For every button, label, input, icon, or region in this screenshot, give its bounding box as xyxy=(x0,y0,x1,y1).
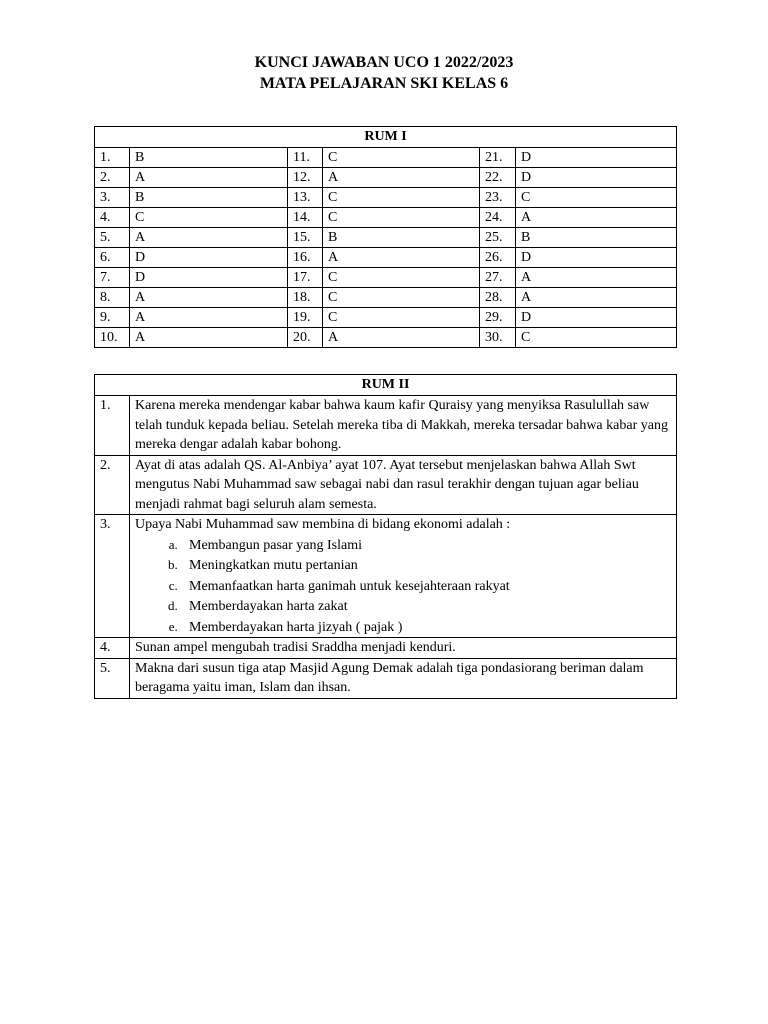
answer-text: Makna dari susun tiga atap Masjid Agung Demak adalah tiga pondasiorang beriman dalam beragama yaitu iman, Islam dan ihsan. xyxy=(135,660,644,695)
essay-answer xyxy=(130,455,677,515)
question-number: 12. xyxy=(288,168,323,188)
question-number: 24. xyxy=(480,208,516,228)
question-number: 2. xyxy=(95,168,130,188)
table-row xyxy=(95,228,677,248)
answer-sublist xyxy=(135,535,671,638)
answer-key: D xyxy=(516,148,677,168)
question-number: 4. xyxy=(95,208,130,228)
answer-key: C xyxy=(323,148,480,168)
table-row xyxy=(95,288,677,308)
question-number: 29. xyxy=(480,308,516,328)
question-number: 28. xyxy=(480,288,516,308)
question-number: 9. xyxy=(95,308,130,328)
answer-key: B xyxy=(323,228,480,248)
answer-key: D xyxy=(130,268,288,288)
document-subtitle: MATA PELAJARAN SKI KELAS 6 xyxy=(259,75,509,92)
answer-key: A xyxy=(130,288,288,308)
question-number: 22. xyxy=(480,168,516,188)
question-number: 14. xyxy=(288,208,323,228)
question-number: 15. xyxy=(288,228,323,248)
essay-answer xyxy=(130,638,677,659)
answer-key: A xyxy=(516,268,677,288)
question-number: 5. xyxy=(95,228,130,248)
answer-key: A xyxy=(516,208,677,228)
answer-key: C xyxy=(323,208,480,228)
answer-key: A xyxy=(130,168,288,188)
question-number: 8. xyxy=(95,288,130,308)
question-number: 19. xyxy=(288,308,323,328)
essay-answer xyxy=(130,658,677,698)
table-row xyxy=(95,148,677,168)
rum1-heading: RUM I xyxy=(95,127,677,148)
question-number: 30. xyxy=(480,328,516,348)
answer-text: Ayat di atas adalah QS. Al-Anbiya’ ayat 107. Ayat tersebut menjelaskan bahwa Allah Swt mengutus Nabi Muhammad saw sebagai nabi dan rasul terakhir dengan tujuan agar beliau menjadi rahmat bagi seluruh alam semesta. xyxy=(135,457,639,512)
essay-answer xyxy=(130,515,677,638)
essay-answer xyxy=(130,396,677,456)
question-number: 23. xyxy=(480,188,516,208)
question-number: 7. xyxy=(95,268,130,288)
list-item: c. Memanfaatkan harta ganimah untuk kesejahteraan rakyat xyxy=(181,576,671,597)
question-number: 4. xyxy=(95,638,130,659)
answer-key: C xyxy=(516,188,677,208)
table-row xyxy=(95,168,677,188)
answer-key: D xyxy=(516,248,677,268)
question-number: 17. xyxy=(288,268,323,288)
table-row xyxy=(95,455,677,515)
answer-key: C xyxy=(323,188,480,208)
answer-key: A xyxy=(130,308,288,328)
table-row xyxy=(95,658,677,698)
rum2-answer-table xyxy=(94,374,677,699)
question-number: 2. xyxy=(95,455,130,515)
question-number: 16. xyxy=(288,248,323,268)
table-row xyxy=(95,515,677,638)
question-number: 13. xyxy=(288,188,323,208)
answer-key: C xyxy=(323,268,480,288)
table-row xyxy=(95,328,677,348)
question-number: 3. xyxy=(95,515,130,638)
table-row xyxy=(95,208,677,228)
question-number: 18. xyxy=(288,288,323,308)
answer-key: A xyxy=(130,228,288,248)
question-number: 6. xyxy=(95,248,130,268)
list-item: b. Meningkatkan mutu pertanian xyxy=(181,555,671,576)
answer-key: C xyxy=(130,208,288,228)
answer-key: B xyxy=(130,188,288,208)
document-header xyxy=(0,52,768,94)
answer-key: A xyxy=(323,328,480,348)
table-row xyxy=(95,268,677,288)
answer-key: C xyxy=(516,328,677,348)
table-row xyxy=(95,638,677,659)
rum2-heading: RUM II xyxy=(95,375,677,396)
answer-key: A xyxy=(130,328,288,348)
answer-key: D xyxy=(130,248,288,268)
answer-key: B xyxy=(130,148,288,168)
answer-key: A xyxy=(323,248,480,268)
question-number: 27. xyxy=(480,268,516,288)
question-number: 20. xyxy=(288,328,323,348)
question-number: 5. xyxy=(95,658,130,698)
table-row xyxy=(95,396,677,456)
answer-text: Karena mereka mendengar kabar bahwa kaum kafir Quraisy yang menyiksa Rasulullah saw telah tunduk kepada beliau. Setelah mereka tiba di Makkah, mereka tersadar bahwa kabar yang mereka dengar adalah kabar bohong. xyxy=(135,398,668,452)
question-number: 26. xyxy=(480,248,516,268)
rum1-body xyxy=(95,148,677,348)
answer-key: A xyxy=(516,288,677,308)
answer-text: Upaya Nabi Muhammad saw membina di bidang ekonomi adalah : xyxy=(135,517,511,532)
list-item: a. Membangun pasar yang Islami xyxy=(181,535,671,556)
question-number: 1. xyxy=(95,148,130,168)
answer-key: C xyxy=(323,288,480,308)
table-row xyxy=(95,188,677,208)
rum1-answer-table xyxy=(94,126,677,348)
list-item: e. Memberdayakan harta jizyah ( pajak ) xyxy=(181,617,671,638)
answer-key: B xyxy=(516,228,677,248)
answer-text: Sunan ampel mengubah tradisi Sraddha menjadi kenduri. xyxy=(135,640,456,655)
rum2-body xyxy=(95,396,677,699)
answer-key: A xyxy=(323,168,480,188)
table-row xyxy=(95,308,677,328)
answer-key: C xyxy=(323,308,480,328)
answer-key: D xyxy=(516,308,677,328)
question-number: 1. xyxy=(95,396,130,456)
question-number: 11. xyxy=(288,148,323,168)
question-number: 10. xyxy=(95,328,130,348)
table-row xyxy=(95,248,677,268)
question-number: 3. xyxy=(95,188,130,208)
answer-key: D xyxy=(516,168,677,188)
question-number: 21. xyxy=(480,148,516,168)
list-item: d. Memberdayakan harta zakat xyxy=(181,596,671,617)
question-number: 25. xyxy=(480,228,516,248)
document-title: KUNCI JAWABAN UCO 1 2022/2023 xyxy=(254,54,514,71)
